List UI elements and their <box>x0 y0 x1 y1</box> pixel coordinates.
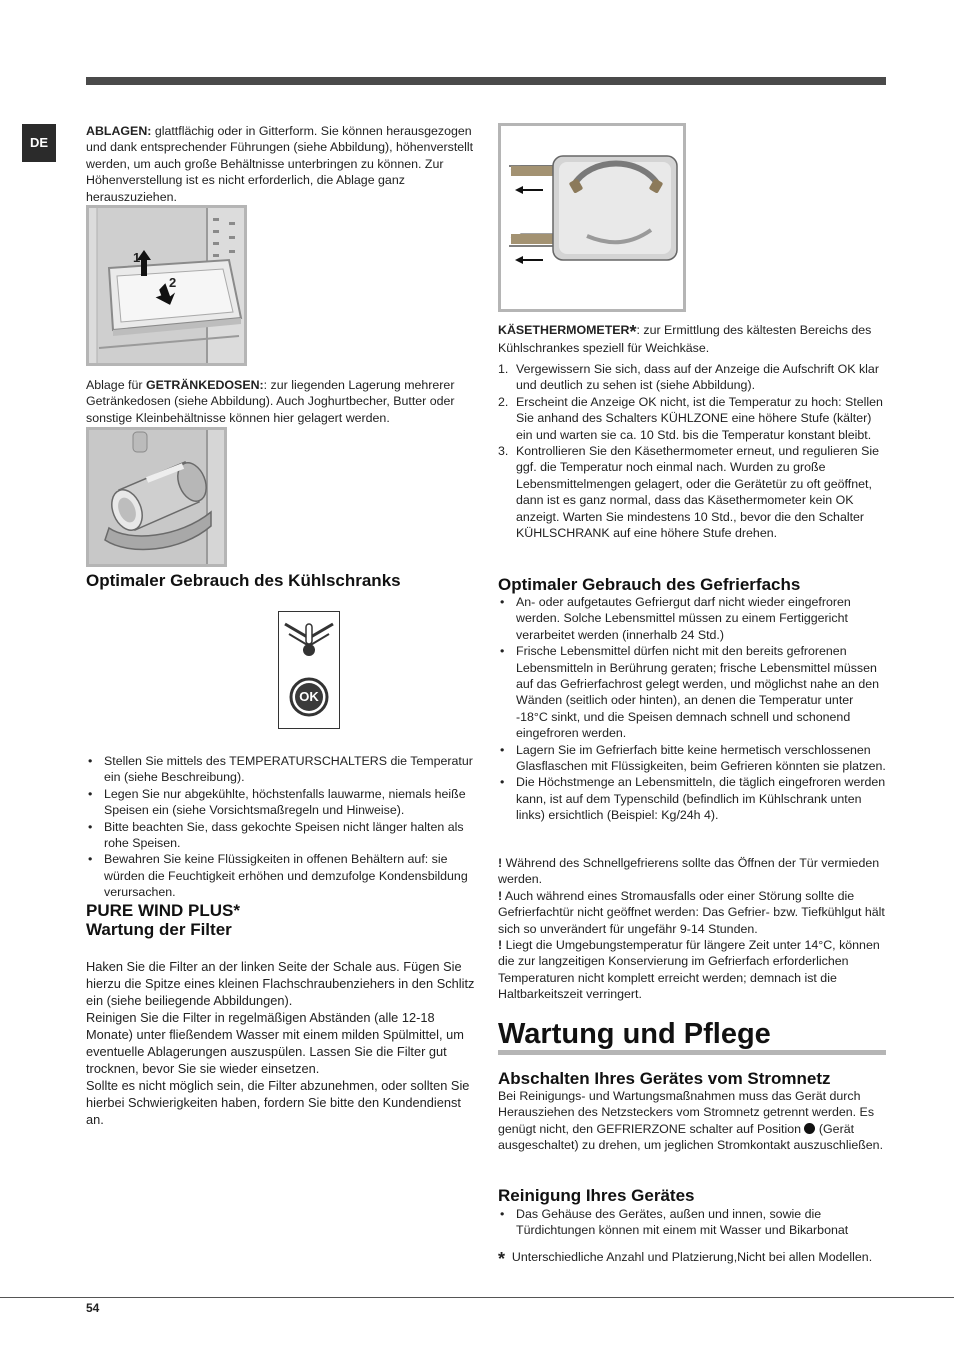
cans-prefix: Ablage für <box>86 378 146 392</box>
shelves-label: ABLAGEN: <box>86 124 152 138</box>
off-position-icon <box>804 1123 815 1134</box>
language-tab: DE <box>22 124 56 162</box>
thermometer-indicator <box>278 611 340 729</box>
list-item: • Die Höchstmenge an Lebensmitteln, die täglich eingefroren werden kann, ist auf dem Typenschild (befindlich im Kühlschrank unten links) ersichtlich (Beispiel: Kg/24h 4). <box>498 774 888 823</box>
list-item: • An- oder aufgetautes Gefriergut darf nicht wieder eingefroren werden. Solche Lebensmittel müssen zu einem Fertiggericht verarbeitet werden (innerhalb 24 Std.) <box>498 594 888 643</box>
cheese-drawer-illustration <box>501 126 683 309</box>
cheese-text: : zur Ermittlung des kältesten Bereichs des Kühlschrankes speziell für Weichkäse. <box>498 323 872 356</box>
list-item: • Lagern Sie im Gefrierfach bitte keine hermetisch verschlossenen Glasflaschen mit Flüssigkeiten, beim Gefrieren könnten sie platzen. <box>498 742 888 775</box>
cheese-thermometer-paragraph <box>498 322 888 357</box>
cheese-thermometer-figure <box>498 123 686 312</box>
cans-paragraph <box>86 377 476 426</box>
shelf-adjust-figure <box>86 205 247 366</box>
title-underline <box>498 1050 886 1055</box>
cheese-label: KÄSETHERMOMETER <box>498 323 630 337</box>
header-rule <box>86 77 886 85</box>
fridge-usage-list <box>86 753 476 901</box>
filter-paragraph: Haken Sie die Filter an der linken Seite der Schale aus. Fügen Sie hierzu die Spitze eines kleinen Flachschraubenziehers in den Schlitz ein (siehe beiliegende Abbildungen). Reinigen Sie die Filter in regelmäßigen Abständen (alle 12-18 Monate) unter fließendem Wasser mit einem milden Spülmittel, um eventuelle Ablagerungen auszuspülen. Lassen Sie die Filter gut trocknen, bevor Sie sie wieder einsetzen. Sollte es nicht möglich sein, die Filter abzunehmen, oder sollten Sie hierbei Schwierigkeiten haben, fordern Sie bitte den Kundendienst an. <box>86 959 475 1127</box>
freezer-usage-list <box>498 594 888 824</box>
cans-label: GETRÄNKEDOSEN: <box>145 378 264 392</box>
asterisk-icon: * <box>498 1249 506 1269</box>
cans-text: : zur liegenden Lagerung mehrerer Getränkedosen (siehe Abbildung). Auch Joghurtbecher, Butter oder sonstige Kleinbehältnisse können hier gelagert werden. <box>86 378 455 425</box>
can-rack-figure <box>86 427 227 567</box>
filter-maintenance-heading: Wartung der Filter <box>86 920 232 939</box>
list-item: • Legen Sie nur abgekühlte, höchstenfalls lauwarme, niemals heiße Speisen ein (siehe Vorsichtsmaßregeln und Hinweise). <box>86 786 476 819</box>
footer-rule <box>0 1297 954 1298</box>
maintenance-title: Wartung und Pflege <box>498 1018 771 1050</box>
list-item: • Bewahren Sie keine Flüssigkeiten in offenen Behältern auf: sie würden die Feuchtigkeit erhöhen und demzufolge Kondensbildung verursachen. <box>86 851 476 900</box>
shelves-text: glattflächig oder in Gitterform. Sie können herausgezogen und dank entsprechender Führungen (siehe Abbildung), höhenverstellt werden, um auch große Behältnisse unterbringen zu können. Zur Höhenverstellung ist es nicht erforderlich, die Ablage ganz herauszuziehen. <box>86 124 474 204</box>
warning-item: ! Auch während eines Stromausfalls oder einer Störung sollte die Gefrierfachtür nicht geöffnet werden: Das Gefrier- bzw. Tiefkühlgut hält sich so unverändert für ungefähr 9-14 Stunden. <box>498 888 885 936</box>
cleaning-heading: Reinigung Ihres Gerätes <box>498 1186 695 1205</box>
asterisk-icon: * <box>629 322 637 342</box>
step-label-1: 1 <box>133 250 141 265</box>
list-item: • Das Gehäuse des Gerätes, außen und innen, sowie die Türdichtungen können mit einem mit Wasser und Bikarbonat <box>498 1206 888 1239</box>
ok-badge-text: OK <box>299 689 319 704</box>
footnote: * Unterschiedliche Anzahl und Platzierung,Nicht bei allen Modellen. <box>498 1249 873 1269</box>
power-off-heading: Abschalten Ihres Gerätes vom Stromnetz <box>498 1069 831 1088</box>
cheese-steps-list <box>498 361 888 541</box>
shelf-illustration <box>89 208 244 363</box>
freezer-usage-heading: Optimaler Gebrauch des Gefrierfachs <box>498 575 801 594</box>
list-item: 2. Erscheint die Anzeige OK nicht, ist die Temperatur zu hoch: Stellen Sie anhand des Schalters KÜHLZONE eine höhere Stufe (kälter) ein und warten sie ca. 10 Std. bis die Temperatur konstant bleibt. <box>498 394 883 442</box>
warnings-block <box>498 855 888 1003</box>
step-label-2: 2 <box>169 275 177 290</box>
fridge-usage-heading: Optimaler Gebrauch des Kühlschranks <box>86 571 401 590</box>
page-number: 54 <box>86 1301 100 1315</box>
list-item: • Bitte beachten Sie, dass gekochte Speisen nicht länger halten als rohe Speisen. <box>86 819 476 852</box>
warning-item: ! Liegt die Umgebungstemperatur für längere Zeit unter 14°C, können die zur langzeitigen Konservierung im Gefrierfach erforderlichen Temperaturen nicht komplett erreicht werden; demnach ist die Haltbarkeitszeit verringert. <box>498 938 880 1002</box>
cleaning-list <box>498 1206 888 1239</box>
warning-item: ! Während des Schnellgefrierens sollte das Öffnen der Tür vermieden werden. <box>498 856 880 887</box>
pure-wind-heading: PURE WIND PLUS* <box>86 901 240 920</box>
thermometer-icon <box>279 612 339 728</box>
can-rack-illustration <box>89 430 224 564</box>
list-item: • Frische Lebensmittel dürfen nicht mit den bereits gefrorenen Lebensmitteln in Berührung geraten; frische Lebensmittel müssen auf das Gefrierfachrost gelegt werden, und möglichst nahe an den Wänden (seitlich oder hinten), an denen die Temperatur unter -18°C sinkt, und die Speisen demnach schnell und schonend eingefroren werden. <box>498 643 888 741</box>
shelves-paragraph <box>86 123 476 205</box>
power-off-paragraph: Bei Reinigungs- und Wartungsmaßnahmen muss das Gerät durch Herausziehen des Netzsteckers vom Stromnetz getrennt werden. Es genügt nicht, den GEFRIERZONE schalter auf Position (Gerät ausgeschaltet) zu drehen, um jeglichen Stromkontakt auszuschließen. <box>498 1089 884 1153</box>
list-item: • Stellen Sie mittels des TEMPERATURSCHALTERS die Temperatur ein (siehe Beschreibung). <box>86 753 476 786</box>
list-item: 1. Vergewissern Sie sich, dass auf der Anzeige die Aufschrift OK klar und deutlich zu sehen ist (siehe Abbildung). <box>498 362 879 393</box>
list-item: 3. Kontrollieren Sie den Käsethermometer erneut, und regulieren Sie ggf. die Temperatur noch einmal nach. Wurden zu große Lebensmittelmengen gelagert, oder die Gerätetür zu oft geöffnet, dann ist es ganz normal, dass das Käsethermometer kein OK anzeigt. Warten Sie mindestens 10 Std., bevor die den Schalter KÜHLSCHRANK auf eine höhere Stufe drehen. <box>498 444 879 541</box>
